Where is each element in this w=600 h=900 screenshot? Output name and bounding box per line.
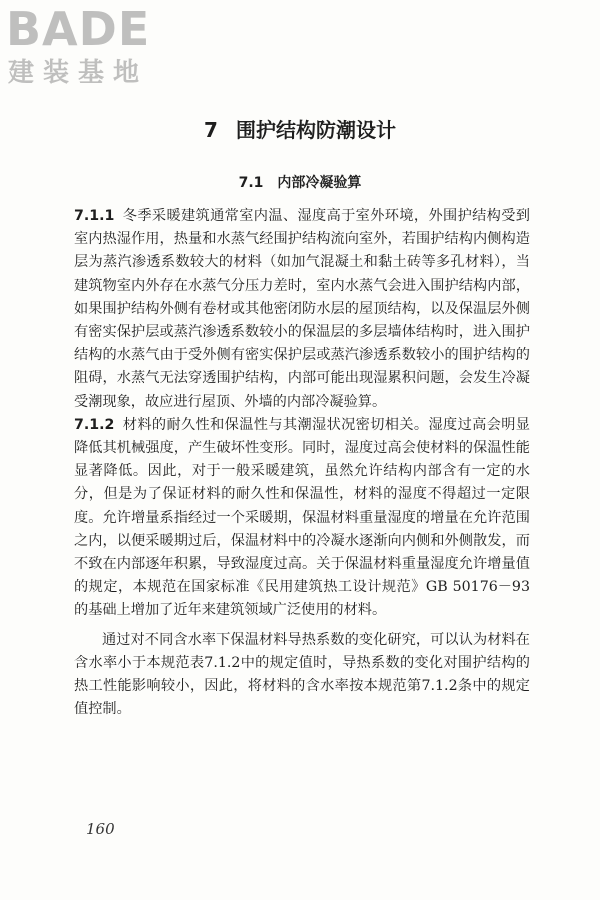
chapter-number: 7 — [204, 118, 218, 142]
followup-paragraph: 通过对不同含水率下保温材料导热系数的变化研究，可以认为材料在含水率小于本规范表7.1.2中的规定值时，导热系数的变化对围护结构的热工性能影响较小，因此，将材料的含水率按本规范第7.1.2条中的规定值控制。 — [74, 631, 530, 718]
clause-paragraph — [74, 205, 530, 414]
clause-number: 7.1.2 — [74, 416, 115, 433]
clause-text: 材料的耐久性和保温性与其潮湿状况密切相关。湿度过高会明显降低其机械强度，产生破坏性变形。同时，湿度过高会使材料的保温性能显著降低。因此，对于一般采暖建筑，虽然允许结构内部含有一定的水分，但是为了保证材料的耐久性和保温性，材料的湿度不得超过一定限度。允许增量系指经过一个采暖期，保温材料重量湿度的增量在允许范围之内，以便采暖期过后，保温材料中的冷凝水逐渐向内侧和外侧散发，而不致在内部逐年积累，导致湿度过高。关于保温材料重量湿度允许增量值的规定，本规范在国家标准《民用建筑热工设计规范》GB 50176－93的基础上增加了近年来建筑领域广泛使用的材料。 — [74, 416, 530, 619]
body-content — [74, 205, 530, 721]
chapter-title — [0, 116, 600, 144]
logo-brand-cn: 建装基地 — [8, 58, 149, 88]
logo-brand-en: BADE — [6, 2, 151, 56]
clause-paragraph — [74, 414, 530, 623]
section-title-text: 内部冷凝验算 — [277, 175, 362, 191]
section-number: 7.1 — [238, 175, 264, 191]
watermark-logo — [6, 4, 178, 94]
clause-text: 冬季采暖建筑通常室内温、湿度高于室外环境，外围护结构受到室内热湿作用，热量和水蒸气经围护结构流向室外，若围护结构内侧构造层为蒸汽渗透系数较大的材料（如加气混凝土和黏土砖等多孔材料），当建筑物室内外存在水蒸气分压力差时，室内水蒸气会进入围护结构内部，如果围护结构外侧有卷材或其他密闭防水层的屋顶结构，以及保温层外侧有密实保护层或蒸汽渗透系数较小的保温层的多层墙体结构时，进入围护结构的水蒸气由于受外侧有密实保护层或蒸汽渗透系数较小的围护结构的阻碍，水蒸气无法穿透围护结构，内部可能出现湿累积问题，会发生冷凝受潮现象，故应进行屋顶、外墙的内部冷凝验算。 — [74, 208, 530, 410]
clause-number: 7.1.1 — [74, 208, 115, 224]
chapter-title-text: 围护结构防潮设计 — [235, 118, 396, 142]
section-title — [0, 172, 600, 194]
page-number: 160 — [86, 820, 115, 838]
